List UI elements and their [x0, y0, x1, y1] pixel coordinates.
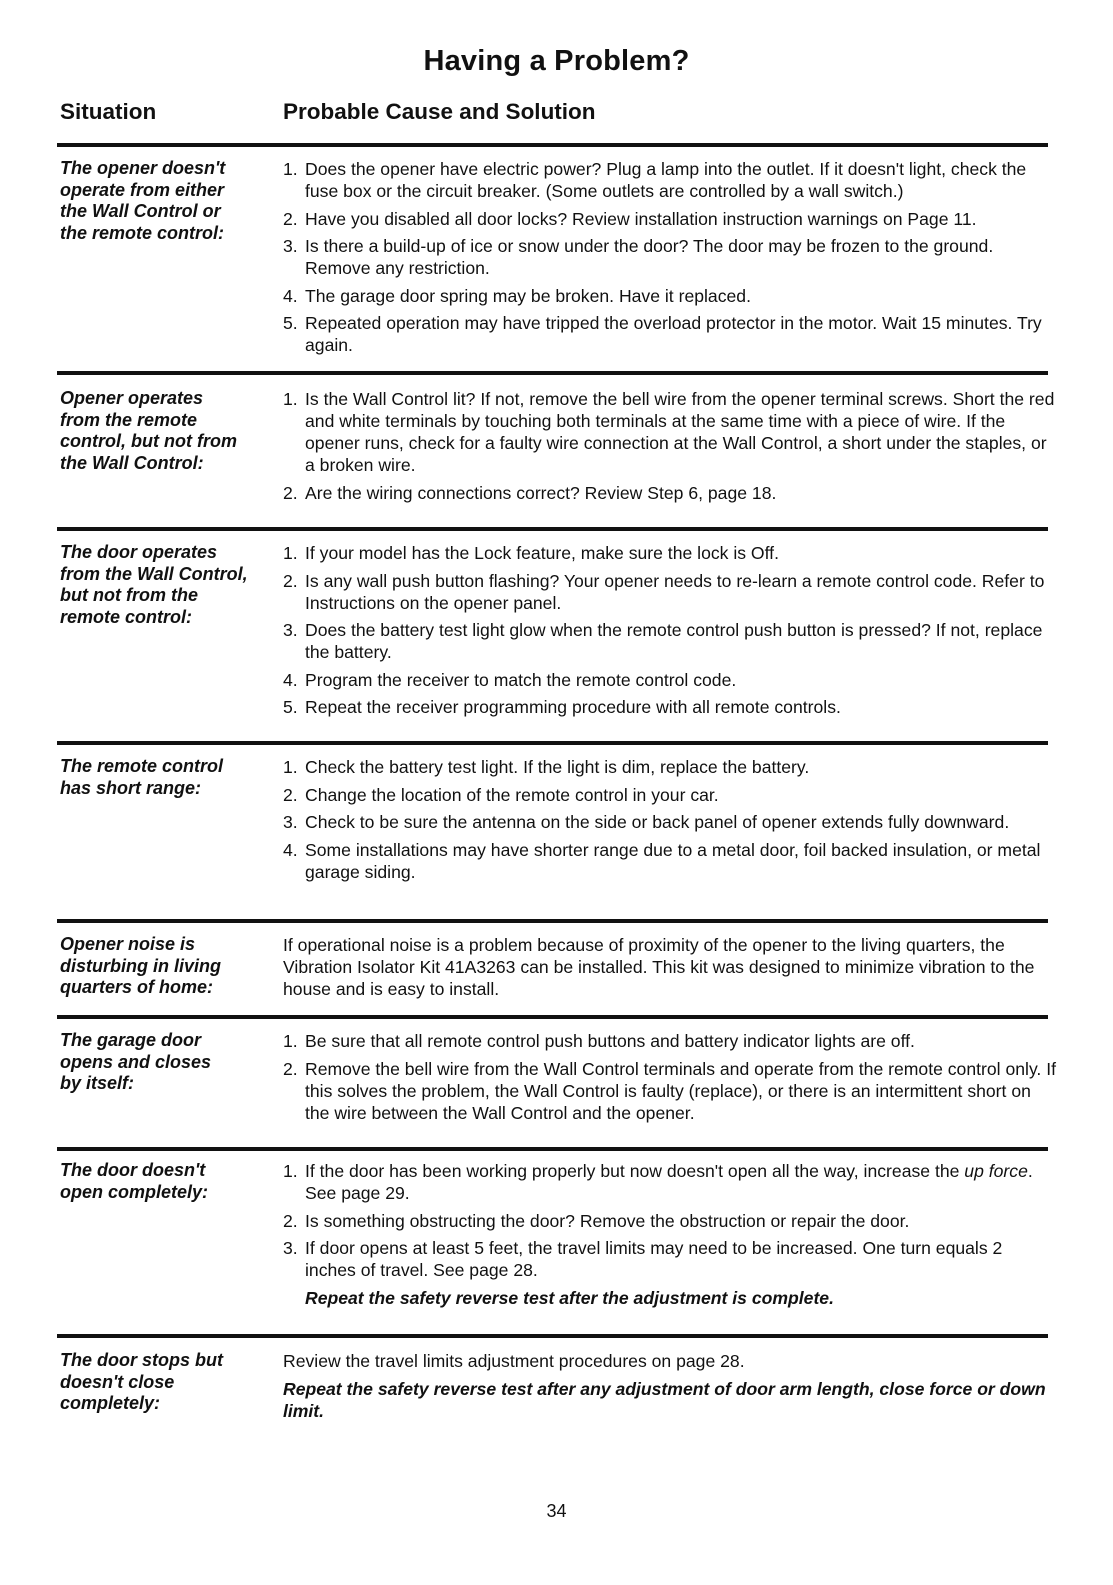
list-item: 2. Have you disabled all door locks? Review installation instruction warnings on Page 11. — [283, 208, 977, 229]
section-divider — [57, 371, 1048, 375]
situation-text: The opener doesn't operate from either the Wall Control or the remote control: — [60, 158, 226, 243]
situation-text: The remote control has short range: — [60, 756, 224, 798]
cause-column-header: Probable Cause and Solution — [283, 99, 596, 124]
list-item: 4. The garage door spring may be broken. Have it replaced. — [283, 285, 751, 306]
list-item: 2. Remove the bell wire from the Wall Control terminals and operate from the remote control only. If this solves the problem, the Wall Control is faulty (replace), or there is an intermittent short on the wire between the Wall Control and the opener. — [283, 1058, 1056, 1123]
safety-warning: Repeat the safety reverse test after the adjustment is complete. — [305, 1287, 834, 1308]
list-item: 1. Does the opener have electric power? Plug a lamp into the outlet. If it doesn't light, check the fuse box or the circuit breaker. (Some outlets are controlled by a wall switch.) — [283, 159, 1027, 201]
section-divider — [57, 527, 1048, 531]
list-item: 4. Some installations may have shorter range due to a metal door, foil backed insulation, or metal garage siding. — [283, 839, 1041, 882]
situation-column-header: Situation — [60, 99, 157, 124]
section-divider — [57, 1015, 1048, 1019]
solution-block — [283, 1030, 1058, 1129]
list-item: 2. Are the wiring connections correct? Review Step 6, page 18. — [283, 482, 777, 503]
list-item: 1. Check the battery test light. If the light is dim, replace the battery. — [283, 757, 810, 777]
situation-text: The garage door opens and closes by itself: — [60, 1030, 212, 1094]
situation-text: Opener operates from the remote control, but not from the Wall Control: — [60, 388, 237, 473]
section-divider — [57, 143, 1048, 147]
section-divider — [57, 741, 1048, 745]
list-item: 2. Is any wall push button flashing? Your opener needs to re-learn a remote control code. Refer to Instructions on the opener panel. — [283, 570, 1045, 613]
situation-text: The door operates from the Wall Control, but not from the remote control: — [60, 542, 248, 627]
list-item: 3. If door opens at least 5 feet, the travel limits may need to be increased. One turn equals 2 inches of travel. See page 28. — [283, 1238, 1003, 1280]
list-item: 3. Check to be sure the antenna on the side or back panel of opener extends fully downward. — [283, 812, 1010, 832]
list-item: 5. Repeat the receiver programming procedure with all remote controls. — [283, 697, 841, 717]
solution-block — [283, 756, 1058, 888]
list-item: 3. Does the battery test light glow when the remote control push button is pressed? If not, replace the battery. — [283, 620, 1043, 662]
list-item: 5. Repeated operation may have tripped the overload protector in the motor. Wait 15 minutes. Try again. — [283, 313, 1042, 355]
situation-text: The door stops but doesn't close completely: — [60, 1350, 223, 1414]
situation-text: Opener noise is disturbing in living quarters of home: — [60, 934, 221, 998]
list-item: 1. If the door has been working properly but now doesn't open all the way, increase the up force. See page 29. — [283, 1161, 1033, 1203]
section-divider — [57, 1334, 1048, 1338]
list-item: 4. Program the receiver to match the remote control code. — [283, 669, 737, 690]
section-divider — [57, 1147, 1048, 1151]
list-item: 1. If your model has the Lock feature, make sure the lock is Off. — [283, 543, 779, 563]
situation-text: The door doesn't open completely: — [60, 1160, 209, 1202]
solution-block — [283, 542, 1058, 724]
list-item: 2. Change the location of the remote control in your car. — [283, 784, 719, 805]
list-item: 3. Is there a build-up of ice or snow under the door? The door may be frozen to the ground. Remove any restriction. — [283, 236, 994, 278]
solution-block — [283, 158, 1058, 362]
up-force-term: up force — [964, 1161, 1028, 1181]
page-title: Having a Problem? — [423, 45, 690, 77]
solution-paragraph: If operational noise is a problem because of proximity of the opener to the living quarters, the Vibration Isolator Kit 41A3263 can be installed. This kit was designed to minimize vibration to the house and is easy to install. — [283, 935, 1035, 999]
section-divider — [57, 919, 1048, 923]
list-item: 1. Be sure that all remote control push buttons and battery indicator lights are off. — [283, 1031, 915, 1051]
solution-block — [283, 934, 1058, 1000]
safety-warning: Repeat the safety reverse test after any adjustment of door arm length, close force or down limit. — [283, 1379, 1046, 1421]
list-item: 2. Is something obstructing the door? Remove the obstruction or repair the door. — [283, 1210, 910, 1231]
solution-block — [283, 1160, 1058, 1309]
solution-block — [283, 388, 1058, 509]
solution-paragraph: Review the travel limits adjustment procedures on page 28. — [283, 1351, 745, 1371]
list-item: 1. Is the Wall Control lit? If not, remove the bell wire from the opener terminal screws. Short the red and white terminals by touching both terminals at the same time with a piece of wire. If the opener runs, check for a faulty wire connection at the Wall Control, a short under the staples, or a broken wire. — [283, 389, 1055, 475]
solution-block — [283, 1350, 1058, 1422]
page-number: 34 — [546, 1501, 567, 1521]
